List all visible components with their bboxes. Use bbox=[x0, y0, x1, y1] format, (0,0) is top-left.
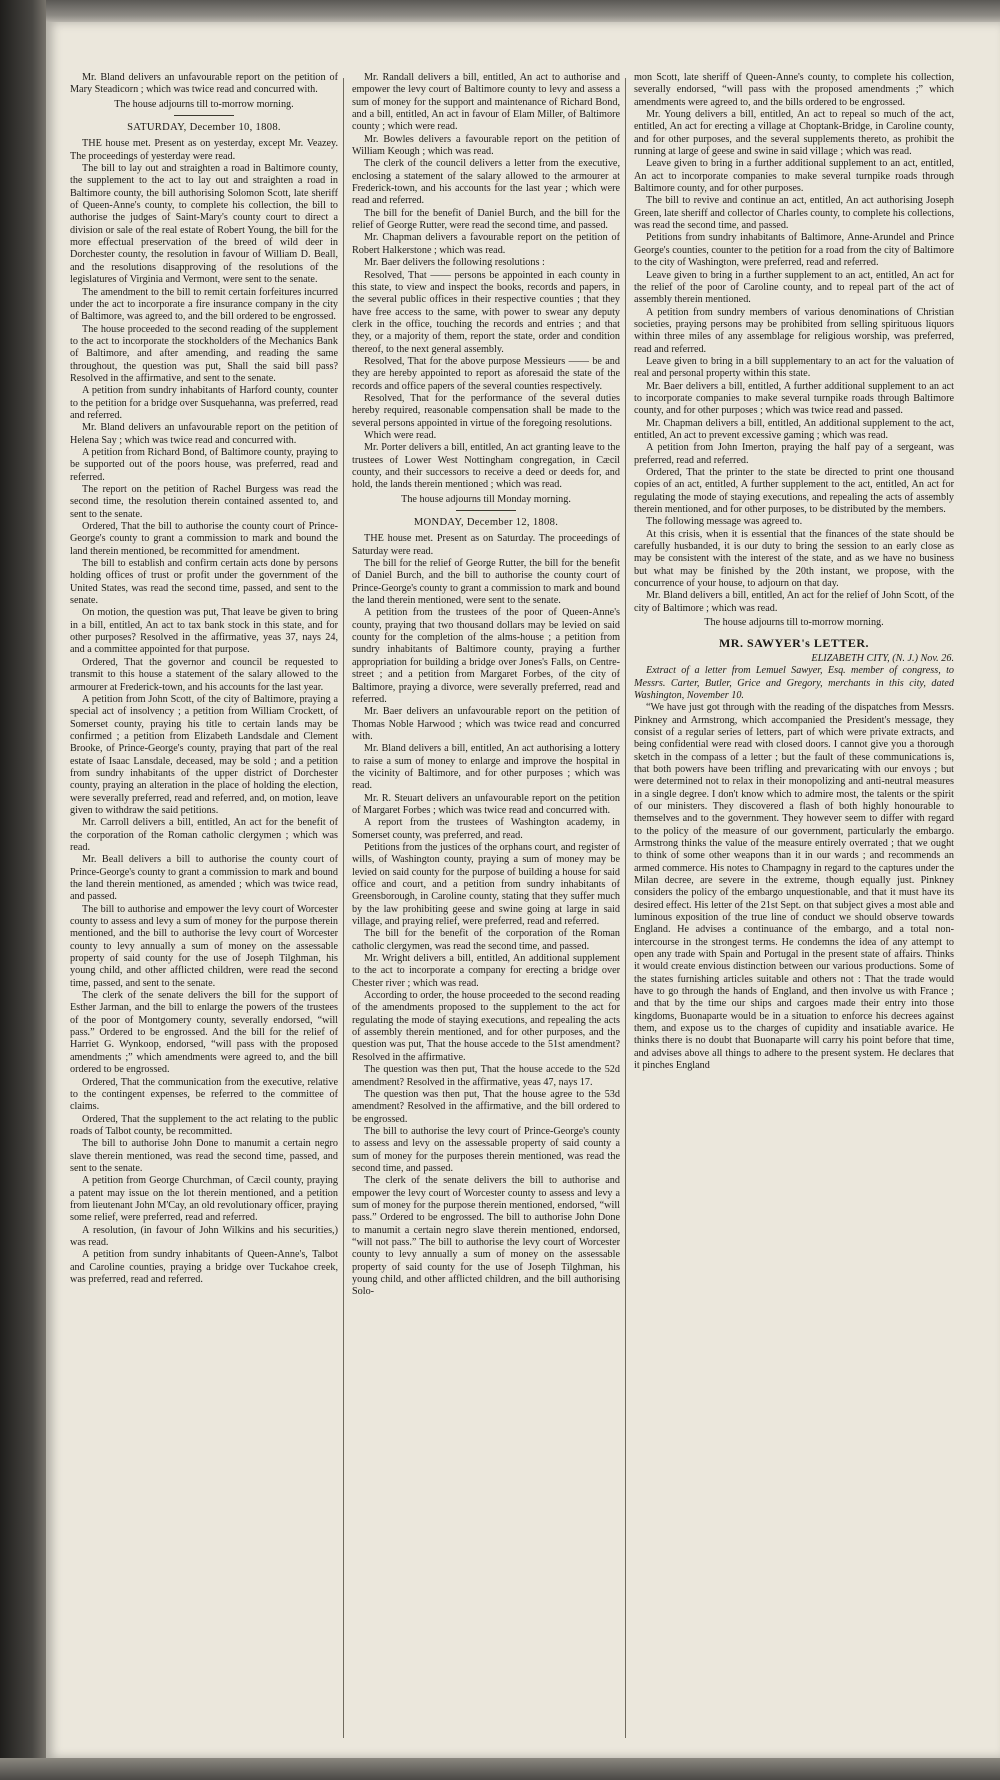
adjournment-line: The house adjourns till Monday morning. bbox=[401, 493, 571, 505]
column-2 bbox=[352, 72, 620, 1750]
paragraph: Mr. Chapman delivers a bill, entitled, An additional supplement to the act, entitled, An act to prevent excessive gaming ; which was read. bbox=[634, 417, 954, 441]
paragraph: The bill for the benefit of Daniel Burch, and the bill for the relief of George Rutter, were read the second time, and passed. bbox=[352, 207, 620, 232]
paragraph: Leave given to bring in a further additional supplement to an act, entitled, An act to incorporate companies to make several turnpike roads through Baltimore county, and for other purposes. bbox=[634, 158, 954, 195]
paragraph: Mr. Wright delivers a bill, entitled, An additional supplement to the act to incorporate a company for erecting a bridge over Chester river ; which was read. bbox=[352, 953, 620, 989]
adjournment-line: The house adjourns till to-morrow morning. bbox=[114, 98, 294, 110]
section-date-heading: MONDAY, December 12, 1808. bbox=[413, 517, 559, 529]
paragraph: A petition from Richard Bond, of Baltimore county, praying to be supported out of the poors house, was preferred, read and referred. bbox=[70, 446, 338, 483]
paragraph: Mr. R. Steuart delivers an unfavourable report on the petition of Margaret Forbes ; which was twice read and concurred with. bbox=[352, 792, 620, 816]
paragraph: The bill to lay out and straighten a road in Baltimore county, the supplement to the act to lay out and straighten a road in Baltimore county, the bill authorising Solomon Scott, late sheriff of Queen-Anne's county, to complete his collection, the bill to authorise the judges of Saint-Mary's county court to direct a division or sale of the real estate of Robert Young, the bill for the more effectual preservation of the breed of wild deer in Dorchester county, the resolution in favour of William D. Beall, and the resolutions disapproving of the resolutions of the legislatures of Virginia and Vermont, were sent to the senate. bbox=[70, 163, 338, 286]
paragraph: The clerk of the senate delivers the bill for the support of Esther Jarman, and the bill to enlarge the powers of the trustees of the poor of Montgomery county, severally endorsed, “will pass.” Ordered to be engrossed. And the bill for the relief of Harriet G. Wynkoop, endorsed, “will pass with the proposed amendments ;” which amendments were agreed to, and the bill ordered to be engrossed. bbox=[70, 990, 338, 1076]
paragraph: THE house met. Present as on Saturday. The proceedings of Saturday were read. bbox=[352, 533, 620, 557]
paragraph: Mr. Bowles delivers a favourable report on the petition of William Keough ; which was read. bbox=[352, 133, 620, 158]
paragraph: The bill to establish and confirm certain acts done by persons holding offices of trust or profit under the government of the United States, was read the second time, passed, and sent to the senate. bbox=[70, 558, 338, 607]
paragraph: Mr. Randall delivers a bill, entitled, An act to authorise and empower the levy court of Baltimore county to levy and assess a sum of money for the support and maintenance of Richard Bond, and a bill, entitled, An act in favour of Elam Miller, of Baltimore county ; which were read. bbox=[352, 72, 620, 133]
paragraph: The following message was agreed to. bbox=[646, 516, 803, 528]
paragraph: On motion, the question was put, That leave be given to bring in a bill, entitled, An act to tax bank stock in this state, and for other purposes? Resolved in the affirmative, yeas 37, nays 24, and a committee appointed for that purpose. bbox=[70, 607, 338, 656]
paragraph: Mr. Bland delivers a bill, entitled, An act authorising a lottery to raise a sum of money to enlarge and improve the hospital in the vicinity of Baltimore, and for other purposes ; which was read. bbox=[352, 743, 620, 792]
paragraph: The clerk of the senate delivers the bill to authorise and empower the levy court of Worcester county to assess and levy a sum of money for the purpose therein mentioned, endorsed, “will pass.” Ordered to be engrossed. The bill to authorise John Done to manumit a certain negro slave therein mentioned, endorsed, “will not pass.” The bill to authorise the levy court of Worcester county to levy annually a sum of money on the assessable property of said county for the use of Joseph Tilghman, his young child, and other afflicted children, and the bill authorising Solo- bbox=[352, 1175, 620, 1298]
paragraph: According to order, the house proceeded to the second reading of the amendments proposed to the supplement to the act for regulating the mode of staying executions, and repealing the acts of assembly therein mentioned, and for other purposes, and the question was put, That the house accede to the 51st amendment? Resolved in the affirmative. bbox=[352, 990, 620, 1063]
paragraph: A petition from John Imerton, praying the half pay of a sergeant, was preferred, read and referred. bbox=[634, 442, 954, 466]
paragraph: The bill for the relief of George Rutter, the bill for the benefit of Daniel Burch, and the bill to authorise the county court of Prince-George's county to grant a commission to mark and bound the land therein mentioned, were sent to the senate. bbox=[352, 558, 620, 607]
paragraph: Mr. Chapman delivers a favourable report on the petition of Robert Halkerstone ; which was read. bbox=[352, 232, 620, 256]
paragraph: Mr. Bland delivers an unfavourable report on the petition of Helena Say ; which was twice read and concurred with. bbox=[70, 422, 338, 446]
paragraph: A petition from sundry inhabitants of Queen-Anne's, Talbot and Caroline counties, praying a bridge over Tuckahoe creek, was preferred, read and referred. bbox=[70, 1249, 338, 1285]
paragraph: At this crisis, when it is essential that the finances of the state should be carefully husbanded, it is our duty to bring the session to an early close as may be consistent with the interest of the state, and as we have no business but what may be finished by the 20th instant, we propose, with the concurrence of your house, to adjourn on that day. bbox=[634, 528, 954, 590]
column-divider bbox=[625, 78, 626, 1738]
paragraph: The bill to revive and continue an act, entitled, An act authorising Joseph Green, late sheriff and collector of Charles county, to complete his collections, was read the second time, and passed. bbox=[634, 195, 954, 232]
paragraph: The amendment to the bill to remit certain forfeitures incurred under the act to incorporate a fire insurance company in the city of Baltimore, was agreed to, and the bill ordered to be engrossed. bbox=[70, 286, 338, 323]
paragraph: The question was then put, That the house accede to the 52d amendment? Resolved in the affirmative, yeas 47, nays 17. bbox=[352, 1064, 620, 1088]
paragraph: A petition from the trustees of the poor of Queen-Anne's county, praying that two thousand dollars may be levied on said county for the completion of the alms-house ; a petition from sundry inhabitants of Baltimore county, praying a further appropriation for building a bridge over Jones's Falls, on Centre-street ; and a petition from Margaret Forbes, of the city of Baltimore, praying a divorce, were severally preferred, read and referred. bbox=[352, 607, 620, 705]
paragraph: Ordered, That the bill to authorise the county court of Prince-George's county to grant a commission to mark and bound the land therein mentioned, be recommitted for amendment. bbox=[70, 521, 338, 557]
paragraph: The question was then put, That the house agree to the 53d amendment? Resolved in the affirmative, and the bill ordered to be engrossed. bbox=[352, 1088, 620, 1125]
paragraph: Ordered, That the supplement to the act relating to the public roads of Talbot county, be recommitted. bbox=[70, 1113, 338, 1137]
paragraph: Mr. Porter delivers a bill, entitled, An act granting leave to the trustees of Lower West Nottingham congregation, in Cæcil county, and their successors to receive a deed or deeds for, and hold, the lands therein mentioned ; which was read. bbox=[352, 442, 620, 491]
paragraph: A report from the trustees of Washington academy, in Somerset county, was preferred, and read. bbox=[352, 817, 620, 841]
paragraph: The bill to authorise the levy court of Prince-George's county to assess and levy on the assessable property of said county a sum of money for the purposes therein mentioned, was read the second time, and passed. bbox=[352, 1125, 620, 1174]
paragraph: Mr. Bland delivers a bill, entitled, An act for the relief of John Scott, of the city of Baltimore ; which was read. bbox=[634, 590, 954, 614]
scan-bottom-edge bbox=[0, 1758, 1000, 1780]
separator-rule bbox=[174, 115, 234, 116]
paragraph: Mr. Beall delivers a bill to authorise the county court of Prince-George's county to grant a commission to mark and bound the land therein mentioned, as amended ; which was twice read, and passed. bbox=[70, 854, 338, 903]
paragraph: The bill to authorise John Done to manumit a certain negro slave therein mentioned, was read the second time, passed, and sent to the senate. bbox=[70, 1138, 338, 1174]
column-divider bbox=[343, 78, 344, 1738]
section-date-heading: SATURDAY, December 10, 1808. bbox=[127, 122, 281, 134]
paragraph: Mr. Baer delivers the following resolutions : bbox=[364, 257, 545, 269]
paragraph: mon Scott, late sheriff of Queen-Anne's county, to complete his collection, severally endorsed, “will pass with the proposed amendments ;” which amendments were agreed to, and the bills ordered to be engrossed. bbox=[634, 72, 954, 108]
letter-extract-intro: Extract of a letter from Lemuel Sawyer, Esq. member of congress, to Messrs. Carter, Butler, Grice and Gregory, merchants in this city, dated Washington, November 10. bbox=[634, 665, 954, 701]
paragraph: “We have just got through with the reading of the dispatches from Messrs. Pinkney and Armstrong, which accompanied the President's message, they consist of a regular series of letters, part of which were private extracts, and being confidential were read with closed doors. I cannot give you a thorough sketch in the compass of a letter ; but the fault of these communications is, that both powers have been trifling and prevaricating with our envoys ; but were determined not to relax in their monopolizing and anti-neutral measures in a single degree. I don't know which to admire most, the talents or the spirit of our ministers. They discovered a flash of both highly honourable to themselves and to the government. They however seem to differ with regard to the policy of the measure of our government, particularly the embargo. Armstrong thinks the value of the measure entirely overrated ; that we ought to think of some other weapons than it in our wards ; and recommends an armed commerce. His notes to Champagny in regard to the captures under the Milan decree, are severe in the extreme, though equally just. Pinkney considers the policy of the embargo unquestionable, and that it must have its desired effect. His letter of the 21st Sept. on that subject gives a most able and luminous exposition of the true line of conduct we should observe towards England. He advises a continuance of the embargo, and a total non-intercourse in the strongest terms. He condemns the idea of any attempt to open any trade with Spain and Portugal in the present state of affairs. Thinks it would create envious distinction between our various productions. Some of the states furnishing articles suitable and others not : That the trade would have to go through the hands of England, and then involve us with France ; and that by the time our ships and cargoes made their entry into those kingdoms, Buonaparte would be in a situation to enforce his decrees against them, and expose us to the charges of cupidity and insatiable avarice. He thinks there is no doubt that Buonaparte will carry his point before that time, and advises above all things to adhere to the present system. He declares that it pinches England bbox=[634, 702, 954, 1072]
paragraph: THE house met. Present as on yesterday, except Mr. Veazey. The proceedings of yesterday were read. bbox=[70, 138, 338, 162]
paragraph: Resolved, That for the above purpose Messieurs —— be and they are hereby appointed to report as aforesaid the state of the records and office papers of the several counties respectively. bbox=[352, 355, 620, 392]
paragraph: The clerk of the council delivers a letter from the executive, enclosing a statement of the salary allowed to the armourer at Frederick-town, and his accounts for the last year ; which were read and referred. bbox=[352, 158, 620, 207]
paragraph: Leave given to bring in a bill supplementary to an act for the valuation of real and personal property within this state. bbox=[634, 355, 954, 380]
paragraph: The report on the petition of Rachel Burgess was read the second time, the resolution therein contained assented to, and sent to the senate. bbox=[70, 484, 338, 520]
paragraph: Petitions from the justices of the orphans court, and register of wills, of Washington county, praying a sum of money may be levied on said county for the purpose of building a house for said office and court, and a petition from sundry inhabitants of Greensborough, in Caroline county, stating that they suffer much by the law prohibiting geese and swine going at large in said village, and praying relief, were preferred, read and referred. bbox=[352, 841, 620, 928]
paragraph: Mr. Baer delivers an unfavourable report on the petition of Thomas Noble Harwood ; which was twice read and concurred with. bbox=[352, 706, 620, 742]
paragraph: The bill to authorise and empower the levy court of Worcester county to assess and levy a sum of money for the purpose therein mentioned, and the bill to authorise the levy court of Worcester county to levy annually a sum of money on the assessable property of said county for the use of Joseph Tilghman, his young child, and other afflicted children, were read the second time, passed, and sent to the senate. bbox=[70, 903, 338, 989]
paragraph: Ordered, That the printer to the state be directed to print one thousand copies of an act, entitled, A further supplement to the act, entitled, An act for regulating the mode of staying executions, and repealing the acts of assembly therein mentioned, and for other purposes, to be distributed by the members. bbox=[634, 467, 954, 516]
article-title: MR. SAWYER's LETTER. bbox=[718, 636, 870, 651]
paragraph: Mr. Young delivers a bill, entitled, An act to repeal so much of the act, entitled, An act for erecting a village at Choptank-Bridge, in Caroline county, and for other purposes, and the several supplements thereto, as prohibit the running at large of geese and swine in said village ; which was read. bbox=[634, 109, 954, 158]
paragraph: A petition from John Scott, of the city of Baltimore, praying a special act of insolvency ; a petition from William Crockett, of Somerset county, praying his title to certain lands may be confirmed ; a petition from Elizabeth Landsdale and Clement Brooke, of Prince-George's county, praying that part of the real estate of Isaac Lansdale, deceased, may be sold ; and a petition from sundry inhabitants of the upper district of Dorchester county, praying an alteration in the place of holding the election, were severally preferred, read and referred, and, on motion, leave given to withdraw the said petitions. bbox=[70, 693, 338, 816]
column-3 bbox=[634, 72, 954, 1750]
newspaper-page bbox=[46, 22, 1000, 1758]
column-1 bbox=[70, 72, 338, 1750]
paragraph: Resolved, That —— persons be appointed in each county in this state, to view and inspect the books, records and papers, in the several public offices in their respective counties ; that they have free access to the same, with power to swear any deputy clerk in the office, touching the records and entries ; and that they, or a majority of them, report the state, order and condition thereof, to the next general assembly. bbox=[352, 269, 620, 355]
paragraph: The bill for the benefit of the corporation of the Roman catholic clergymen, was read the second time, and passed. bbox=[352, 928, 620, 952]
paragraph: A petition from George Churchman, of Cæcil county, praying a patent may issue on the lot therein mentioned, and a petition from lieutenant John M'Cay, an old revolutionary officer, praying some relief, were preferred, read and referred. bbox=[70, 1175, 338, 1224]
paragraph: Mr. Baer delivers a bill, entitled, A further additional supplement to an act to incorporate companies to make several turnpike roads through Baltimore county, and for other purposes ; which was twice read and passed. bbox=[634, 380, 954, 417]
scan-left-edge bbox=[0, 0, 46, 1780]
paragraph: Leave given to bring in a further supplement to an act, entitled, An act for the relief of the poor of Caroline county, and to repeal part of the act of assembly therein mentioned. bbox=[634, 269, 954, 306]
paragraph: The house proceeded to the second reading of the supplement to the act to incorporate the stockholders of the Mechanics Bank of Baltimore, and after amending, and reading the same throughout, the question was put, Shall the said bill pass? Resolved in the affirmative, and sent to the senate. bbox=[70, 323, 338, 384]
paragraph: Mr. Bland delivers an unfavourable report on the petition of Mary Steadicorn ; which was twice read and concurred with. bbox=[70, 72, 338, 96]
paragraph: A petition from sundry members of various denominations of Christian societies, praying persons may be prohibited from selling spirituous liquors within three miles of any assemblage for religious worship, was preferred, read and referred. bbox=[634, 306, 954, 355]
paragraph: Resolved, That for the performance of the several duties hereby required, reasonable compensation shall be made to the several persons appointed in virtue of the foregoing resolutions. bbox=[352, 392, 620, 429]
paragraph: Ordered, That the governor and council be requested to transmit to this house a statement of the salary allowed to the armourer at Frederick-town, and his accounts for the last year. bbox=[70, 656, 338, 693]
paragraph: Which were read. bbox=[364, 429, 437, 441]
paragraph: Ordered, That the communication from the executive, relative to the contingent expenses, be referred to the committee of claims. bbox=[70, 1076, 338, 1113]
separator-rule bbox=[456, 510, 516, 511]
paragraph: A resolution, (in favour of John Wilkins and his securities,) was read. bbox=[70, 1224, 338, 1248]
adjournment-line: The house adjourns till to-morrow morning. bbox=[704, 617, 884, 629]
paragraph: Mr. Carroll delivers a bill, entitled, An act for the benefit of the corporation of the Roman catholic clergymen ; which was read. bbox=[70, 817, 338, 853]
dateline: ELIZABETH CITY, (N. J.) Nov. 26. bbox=[811, 652, 954, 664]
paragraph: Petitions from sundry inhabitants of Baltimore, Anne-Arundel and Prince George's counties, counter to the petition for a road from the city of Baltimore to the city of Washington, were preferred, read and referred. bbox=[634, 232, 954, 269]
paragraph: A petition from sundry inhabitants of Harford county, counter to the petition for a bridge over Susquehanna, was preferred, read and referred. bbox=[70, 385, 338, 421]
